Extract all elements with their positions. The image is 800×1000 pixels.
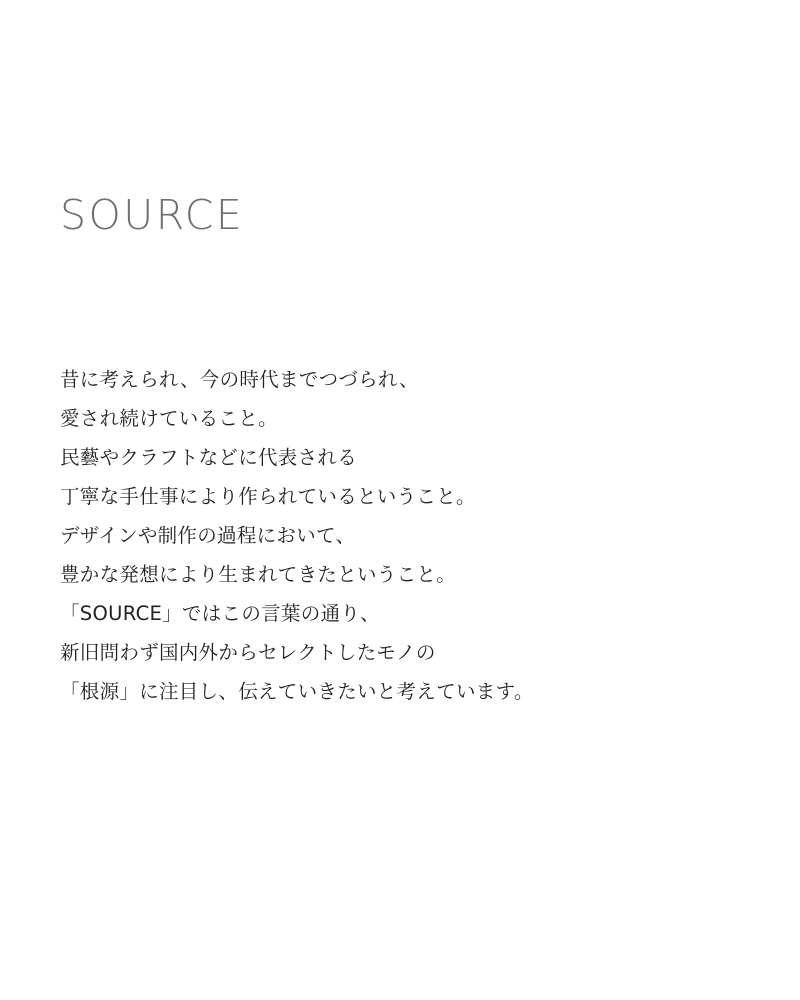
- body-line: デザインや制作の過程において、: [60, 524, 356, 547]
- body-line: 「根源」に注目し、伝えていきたいと考えています。: [60, 680, 534, 703]
- body-line: 民藝やクラフトなどに代表される: [60, 446, 358, 469]
- body-line: 昔に考えられ、今の時代までつづられ、: [60, 368, 419, 391]
- about-paragraph: [60, 360, 760, 711]
- body-line: 愛され続けていること。: [60, 407, 278, 430]
- body-line: 豊かな発想により生まれてきたということ。: [60, 563, 457, 586]
- body-line: 丁寧な手仕事により作られているということ。: [60, 485, 476, 508]
- body-line: 新旧問わず国内外からセレクトしたモノの: [60, 641, 436, 664]
- page-title: SOURCE: [60, 191, 245, 239]
- body-line: 「SOURCE」ではこの言葉の通り、: [60, 602, 380, 625]
